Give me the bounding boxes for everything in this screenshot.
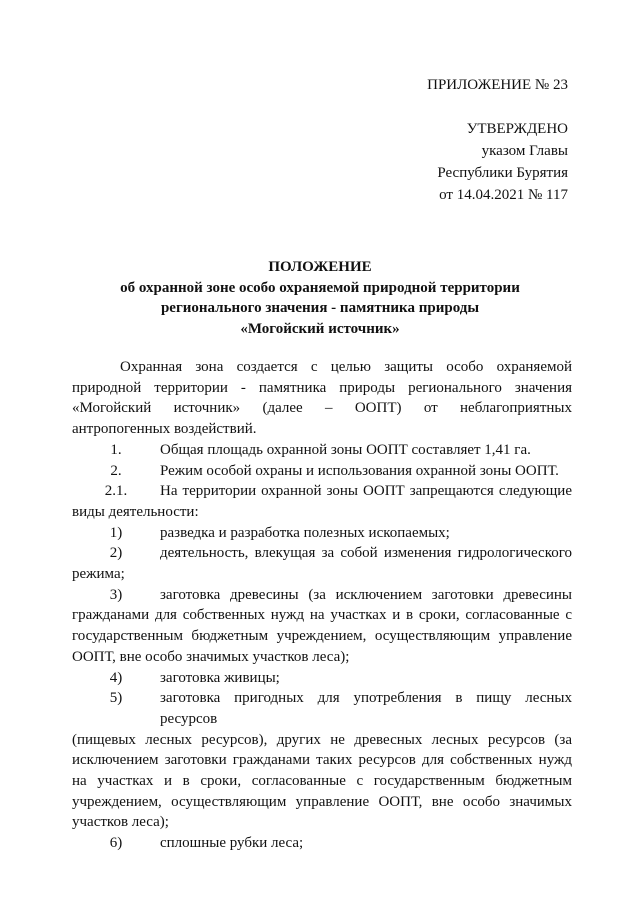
approved-line: Республики Бурятия <box>437 165 568 181</box>
item-continuation: исключением заготовки гражданами таких ресурсов для собственных нужд <box>72 752 572 769</box>
intro-line: антропогенных воздействий. <box>72 421 257 438</box>
item-number: 5) <box>109 690 123 707</box>
item-text: Режим особой охраны и использования охранной зоны ООПТ. <box>160 462 559 479</box>
list-item <box>72 688 572 833</box>
item-continuation: учреждением, осуществляющим управление ООПТ, вне особо значимых <box>72 793 572 810</box>
document-body <box>72 357 572 854</box>
item-continuation: ООПТ, вне особо значимых участков леса); <box>72 648 350 665</box>
intro-line: Охранная зона создается с целью защиты особо охраняемой <box>120 359 572 375</box>
item-number: 4) <box>109 669 123 686</box>
approved-line: указом Главы <box>481 143 568 159</box>
item-continuation: (пищевых лесных ресурсов), других не древесных лесных ресурсов (за <box>72 731 572 748</box>
item-number: 2. <box>110 462 122 479</box>
item-text: заготовка пригодных для употребления в пищу лесных ресурсов <box>160 690 572 727</box>
list-item <box>72 461 572 482</box>
list-item <box>72 668 572 689</box>
title-line: регионального значения - памятника природы <box>160 300 480 317</box>
list-item <box>72 585 572 668</box>
title-line: об охранной зоне особо охраняемой природной территории <box>120 279 520 296</box>
item-continuation: режима; <box>72 566 125 583</box>
item-number: 2) <box>109 545 123 562</box>
intro-paragraph <box>72 357 572 440</box>
item-text: деятельность, влекущая за собой изменения гидрологического <box>160 545 572 562</box>
approved-line: УТВЕРЖДЕНО <box>466 121 568 137</box>
list-item <box>72 440 572 461</box>
item-text: На территории охранной зоны ООПТ запрещаются следующие <box>160 483 572 500</box>
document-title <box>72 257 568 340</box>
title-line: «Могойский источник» <box>240 321 400 338</box>
item-text: Общая площадь охранной зоны ООПТ составляет 1,41 га. <box>160 441 531 458</box>
item-continuation: гражданами для собственных нужд на участках и в сроки, согласованные с <box>72 607 572 624</box>
appendix-number: ПРИЛОЖЕНИЕ № 23 <box>427 77 568 93</box>
item-continuation: виды деятельности: <box>72 503 199 520</box>
item-continuation: на участках и в сроки, согласованные с государственным бюджетным <box>72 773 572 790</box>
item-number: 1) <box>109 524 123 541</box>
item-text: заготовка древесины (за исключением заготовки древесины <box>160 586 572 603</box>
list-item <box>72 543 572 584</box>
item-continuation: участков леса); <box>72 814 169 831</box>
item-text: сплошные рубки леса; <box>160 835 304 852</box>
item-number: 2.1. <box>104 483 128 500</box>
item-text: разведка и разработка полезных ископаемых; <box>160 524 450 541</box>
item-number: 1. <box>110 441 122 458</box>
list-item <box>72 523 572 544</box>
approved-line: от 14.04.2021 № 117 <box>439 187 568 203</box>
items-list <box>72 440 572 854</box>
list-item <box>72 481 572 522</box>
item-text: заготовка живицы; <box>160 669 280 686</box>
item-continuation: государственным бюджетным учреждением, осуществляющим управление <box>72 628 572 645</box>
item-number: 6) <box>109 835 123 852</box>
title-line: ПОЛОЖЕНИЕ <box>268 259 372 275</box>
header-block <box>427 74 568 206</box>
item-number: 3) <box>109 586 123 603</box>
list-item <box>72 833 572 854</box>
intro-line: природной территории - памятника природы регионального значения <box>72 379 572 396</box>
intro-line: «Могойский источник» (далее – ООПТ) от неблагоприятных <box>72 400 572 417</box>
